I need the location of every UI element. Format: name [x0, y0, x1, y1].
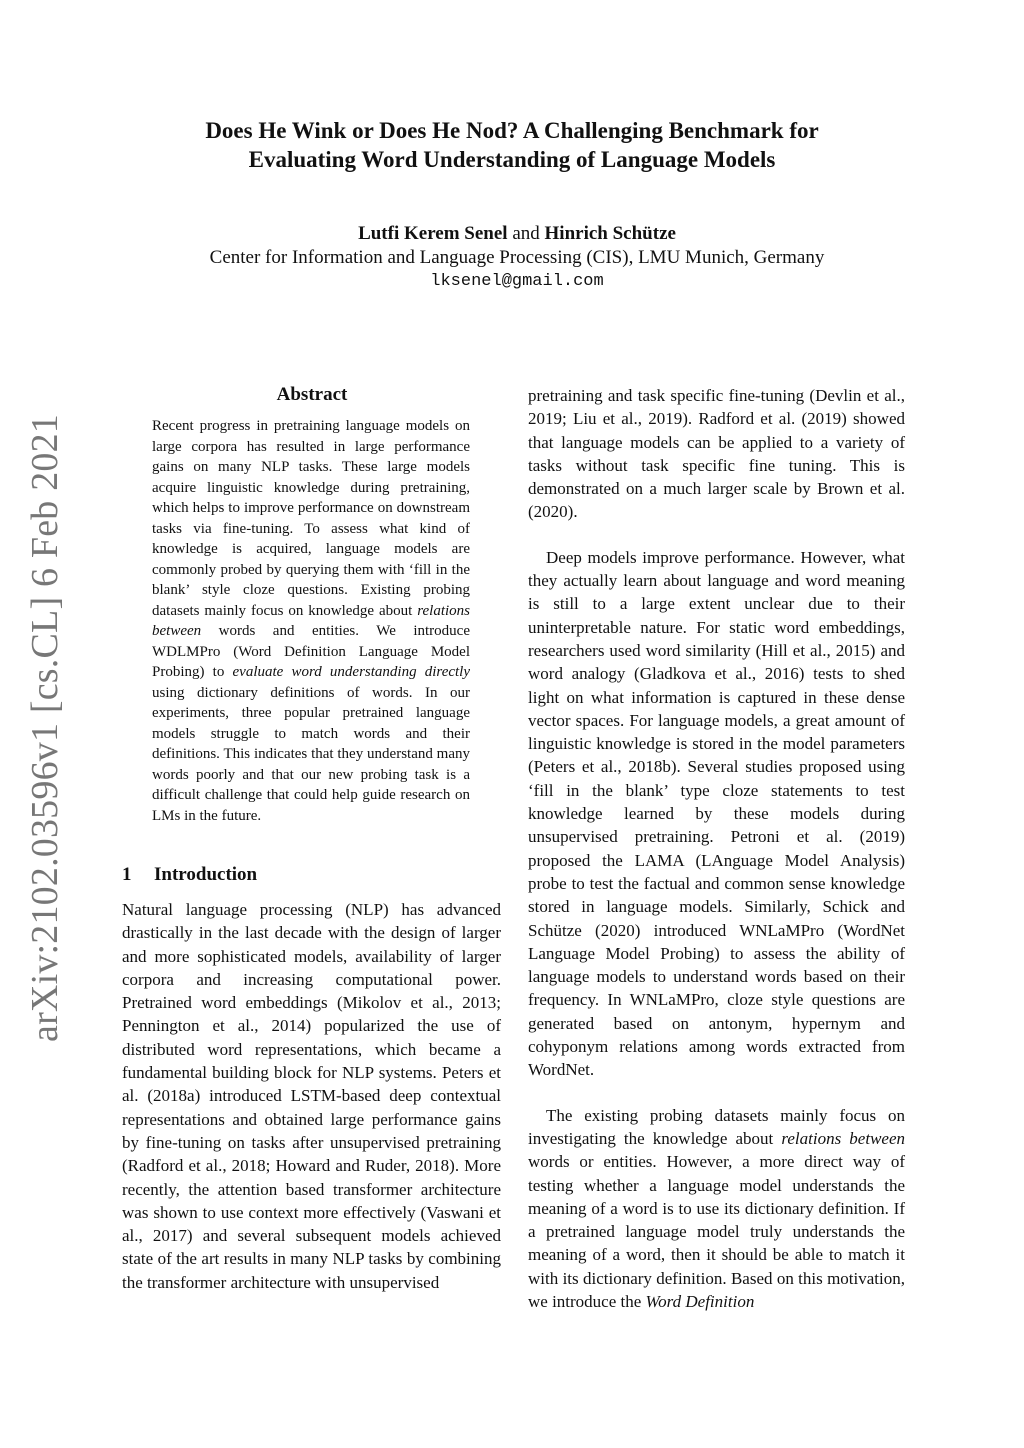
author-name: Hinrich Schütze — [544, 223, 676, 244]
arxiv-identifier: arXiv:2102.03596v1 [cs.CL] 6 Feb 2021 — [24, 414, 66, 1042]
author-list — [100, 222, 934, 246]
title-line-1: Does He Wink or Does He Nod? A Challenging Benchmark for — [205, 118, 819, 143]
paragraph: Deep models improve performance. However, what they actually learn about language and word meaning is still to a large extent unclear due to their uninterpretable nature. For static word embeddings, researchers used word similarity (Hill et al., 2015) and word analogy (Gladkova et al., 2016) tests to shed light on what information is captured in these dense vector spaces. For language models, a great amount of linguistic knowledge is stored in the model parameters (Peters et al., 2018b). Several studies proposed using ‘fill in the blank’ type cloze statements to test knowledge learned by these models during unsupervised pretraining. Petroni et al. (2019) proposed the LAMA (LAnguage Model Analysis) probe to test the factual and common sense knowledge stored in language models. Similarly, Schick and Schütze (2020) introduced WNLaMPro (WordNet Language Model Probing) to assess the ability of language models to understand words based on their frequency. In WNLaMPro, cloze style questions are generated based on antonym, hypernym and cohyponym relations among words extracted from WordNet. — [528, 547, 905, 1080]
section-number: 1 — [122, 864, 132, 885]
introduction-paragraph: Natural language processing (NLP) has advanced drastically in the last decade with the design of larger and more sophisticated models, availability of larger corpora and increasing computational power. Pretrained word embeddings (Mikolov et al., 2013; Pennington et al., 2014) popularized the use of distributed word representations, which became a fundamental building block for NLP systems. Peters et al. (2018a) introduced LSTM-based deep contextual representations and obtained large performance gains by fine-tuning on tasks after unsupervised pretraining (Radford et al., 2018; Howard and Ruder, 2018). More recently, the attention based transformer architecture was shown to use context more effectively (Vaswani et al., 2017) and several subsequent models achieved state of the art results in many NLP tasks by combining the transformer architecture with unsupervised — [122, 900, 501, 1292]
abstract-body: Recent progress in pretraining language models on large corpora has resulted in large performance gains on many NLP tasks. These large models acquire linguistic knowledge during pretraining, which helps to improve performance on downstream tasks via fine-tuning. To assess what kind of knowledge is acquired, language models are commonly probed by querying them with ‘fill in the blank’ style cloze questions. Existing probing datasets mainly focus on knowledge about relations between words and entities. We introduce WDLMPro (Word Definition Language Model Probing) to evaluate word understanding directly using dictionary definitions of words. In our experiments, three popular pretrained language models struggle to match words and their definitions. This indicates that they understand many words poorly and that our new probing task is a difficult challenge that could help guide research on LMs in the future. — [152, 418, 470, 824]
paragraph: pretraining and task specific fine-tuning (Devlin et al., 2019; Liu et al., 2019). Radford et al. (2019) showed that language models can be applied to a variety of tasks without task specific fine tuning. This is demonstrated on a much larger scale by Brown et al. (2020). — [528, 386, 905, 522]
author-name: Lutfi Kerem Senel — [358, 223, 508, 244]
email: lksenel@gmail.com — [430, 272, 604, 291]
section-heading-introduction — [122, 863, 257, 887]
paper-title — [100, 116, 924, 174]
author-conjunction: and — [507, 223, 545, 244]
title-line-2: Evaluating Word Understanding of Language Models — [248, 147, 776, 172]
paragraph: The existing probing datasets mainly focus on investigating the knowledge about relations between words or entities. However, a more direct way of testing whether a language model understands the meaning of a word is to use its dictionary definition. If a pretrained language model truly understands the meaning of a word, then it should be able to match it with its dictionary definition. Based on this motivation, we introduce the Word Definition — [528, 1105, 906, 1311]
section-title: Introduction — [154, 864, 258, 885]
abstract-heading: Abstract — [276, 384, 348, 405]
right-column — [528, 384, 905, 1313]
affiliation: Center for Information and Language Processing (CIS), LMU Munich, Germany — [209, 247, 825, 268]
